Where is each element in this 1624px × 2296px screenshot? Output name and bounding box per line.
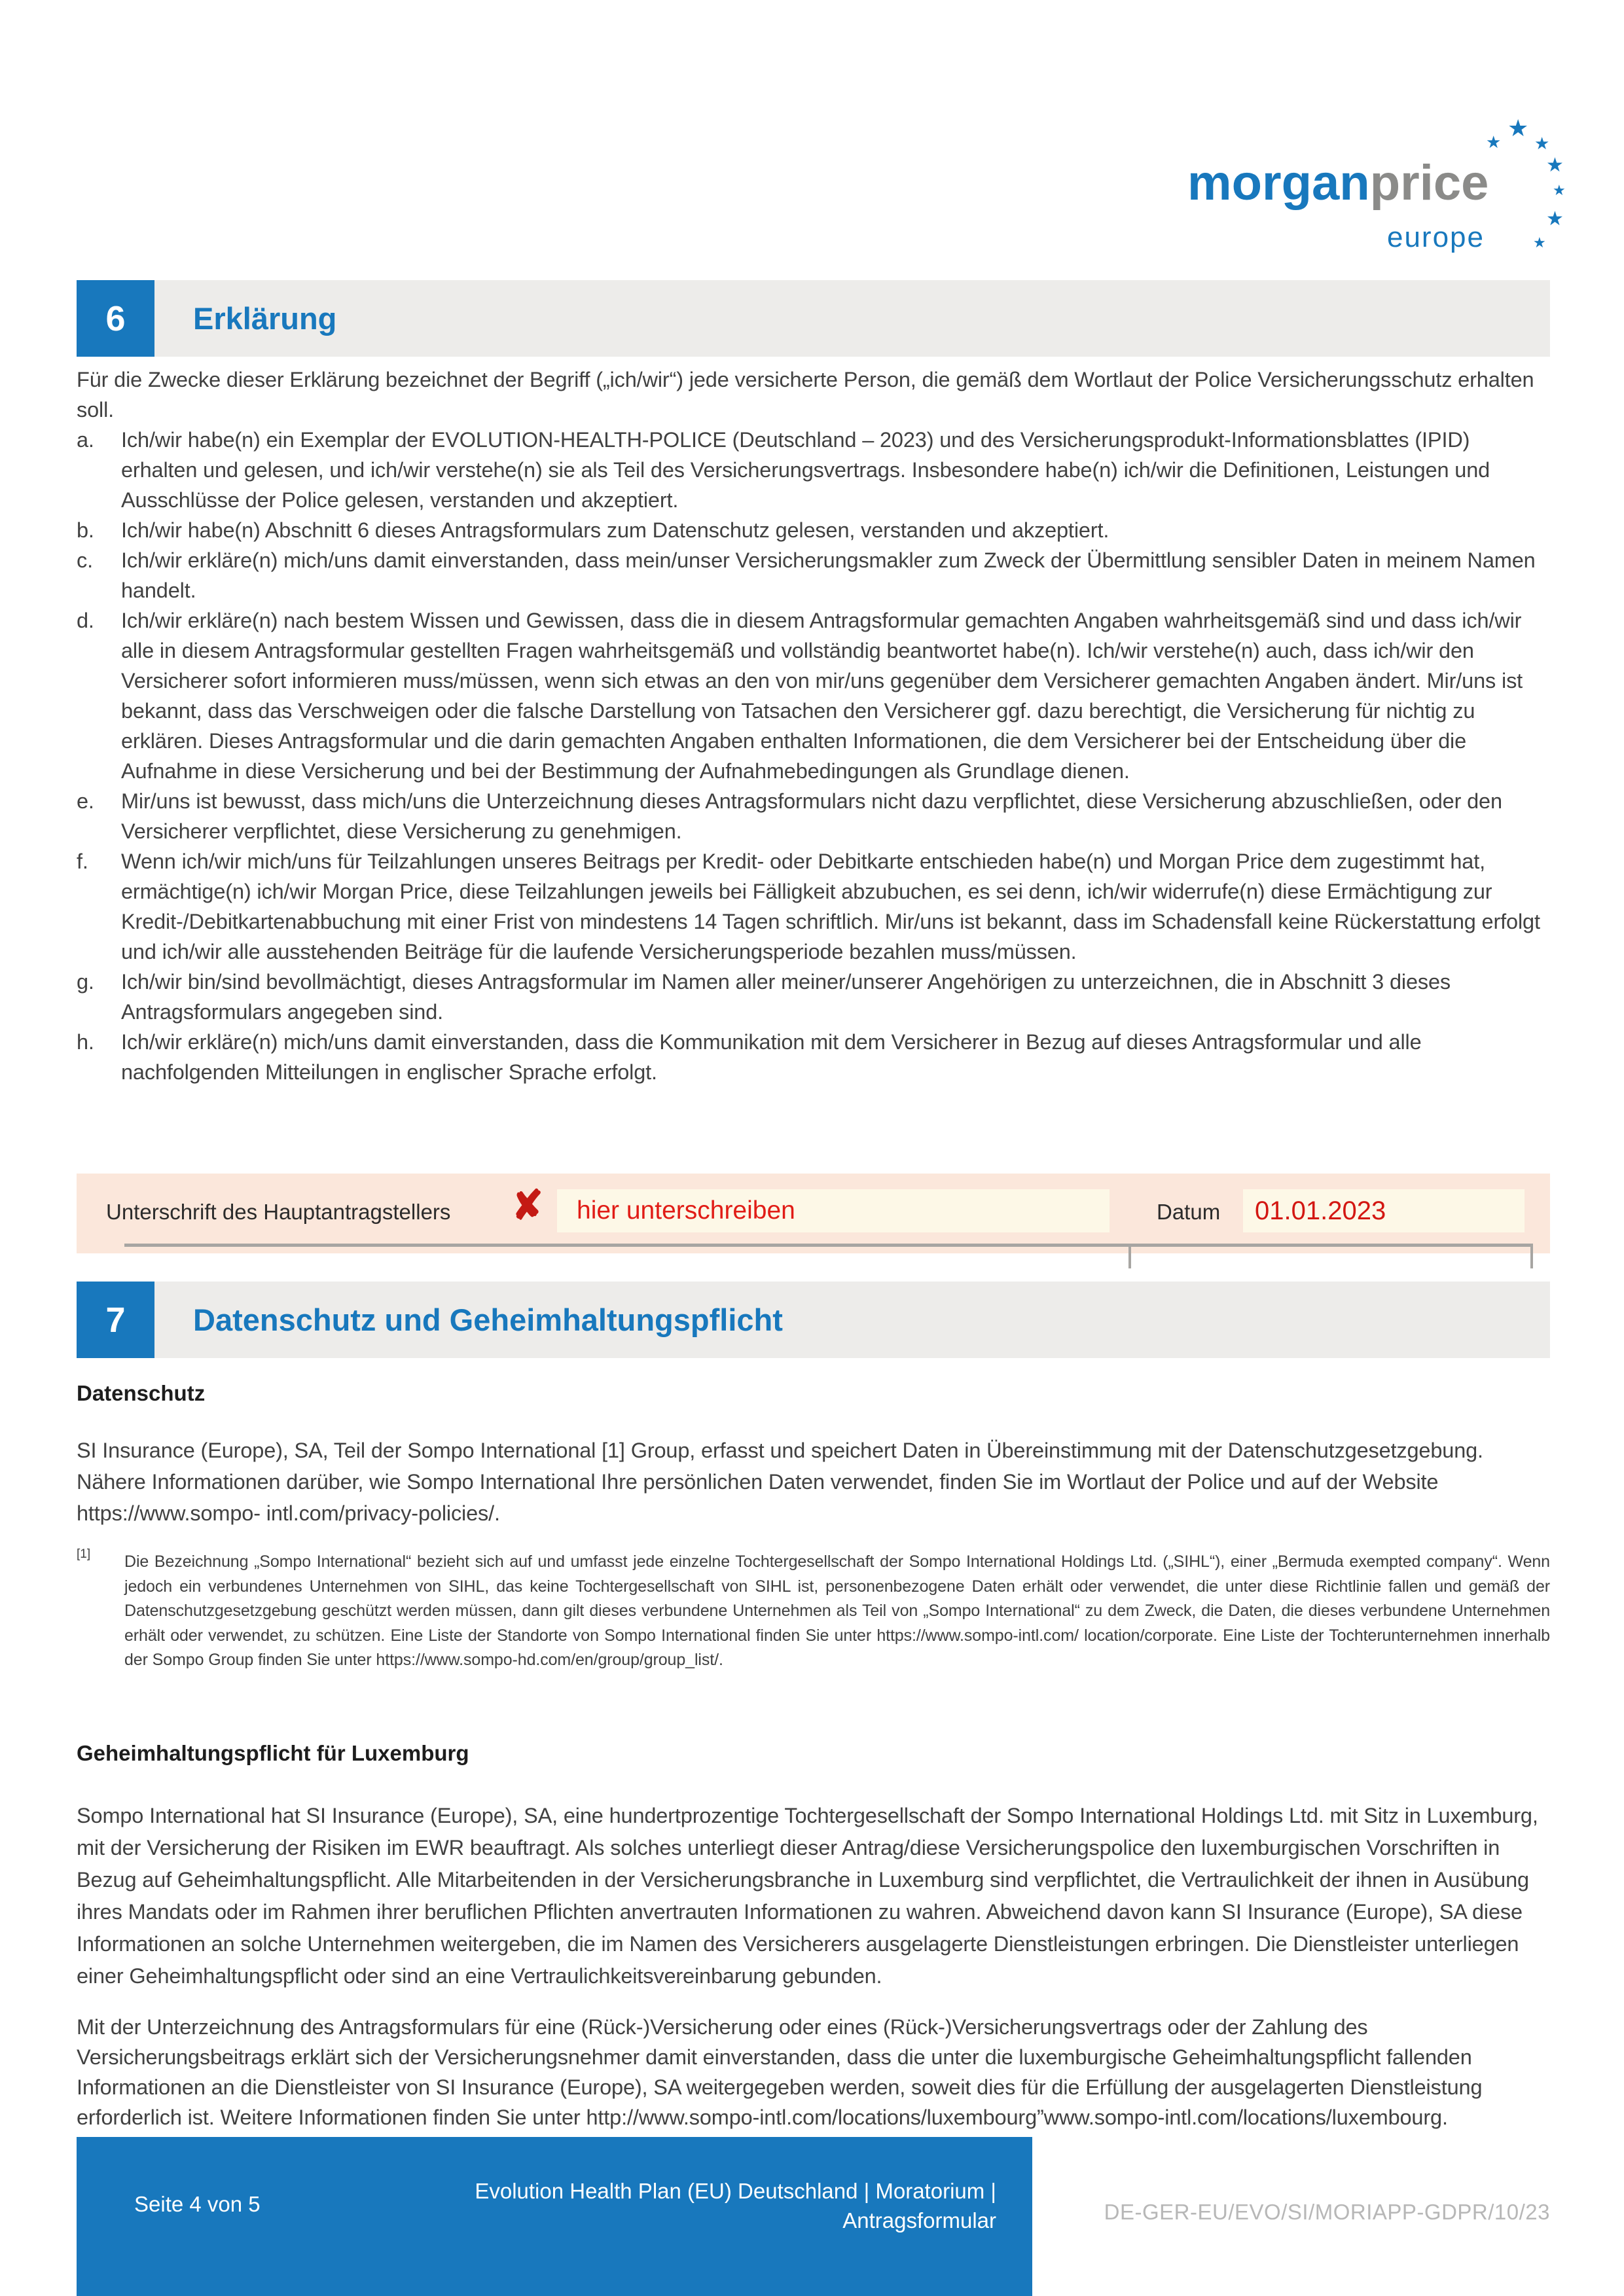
signature-label: Unterschrift des Hauptantragstellers (106, 1200, 451, 1224)
logo-wordmark (1187, 154, 1489, 211)
datenschutz-paragraph: SI Insurance (Europe), SA, Teil der Sompo International [1] Group, erfasst und speichert Daten in Übereinstimmung mit der Datenschutzgesetzgebung. Nähere Informationen darüber, wie Sompo International Ihre persönlichen Daten verwendet, finden Sie im Wortlaut der Police und auf der Website https://www.sompo- intl.com/privacy-policies/. (77, 1439, 1483, 1525)
footnote-marker: [1] (77, 1547, 91, 1561)
sign-here-x-icon: ✘ (509, 1182, 546, 1229)
footer-plan-line2: Antragsformular (842, 2208, 996, 2233)
item-text: Ich/wir erkläre(n) mich/uns damit einverstanden, dass mein/unser Versicherungsmakler zum Zweck der Übermittlung sensibler Daten in meinem Namen handelt. (121, 548, 1536, 602)
declaration-item-e (77, 786, 1550, 846)
declaration-item-f (77, 846, 1550, 967)
eu-star-icon (1533, 236, 1546, 250)
section-6-title: Erklärung (193, 301, 337, 336)
footnote-text: Die Bezeichnung „Sompo International“ bezieht sich auf und umfasst jede einzelne Tochtergesellschaft der Sompo International Holdings Ltd. („SIHL“), einer „Bermuda exempted company“. Wenn jedoch ein verbundenes Unternehmen von SIHL, das keine Tochtergesellschaft von SIHL ist, personenbezogene Daten erhält oder verwendet, die unter diese Richtlinie fallen und gemäß der Datenschutzgesetzgebung geschützt werden müssen, dann gilt dieses verbundene Unternehmen als Teil von „Sompo International“ zu dem Zweck, die Daten, die dieses verbundene Unternehmen erhält oder verwendet, zu schützen. Eine Liste der Standorte von Sompo International finden Sie unter https://www.sompo-intl.com/ location/corporate. Eine Liste der Tochterunternehmen innerhalb der Sompo Group finden Sie unter https://www.sompo-hd.com/en/group/group_list/. (124, 1552, 1550, 1669)
item-letter: c. (77, 548, 93, 572)
signature-input[interactable]: hier unterschreiben (557, 1189, 1110, 1232)
eu-star-icon (1507, 117, 1528, 140)
item-letter: b. (77, 518, 94, 542)
signature-line-tick (1128, 1244, 1131, 1268)
eu-star-icon (1546, 209, 1564, 229)
declaration-item-c (77, 545, 1550, 605)
declaration-item-b (77, 515, 1550, 545)
logo-europe-text: europe (1386, 221, 1485, 253)
footer-blue-band (77, 2137, 1032, 2296)
datenschutz-heading: Datenschutz (77, 1381, 206, 1405)
item-letter: a. (77, 428, 94, 452)
item-text: Ich/wir habe(n) ein Exemplar der EVOLUTION-HEALTH-POLICE (Deutschland – 2023) und des Versicherungsprodukt-Informationsblattes (IPID) erhalten und gelesen, und ich/wir verstehe(n) sie als Teil des Versicherungsvertrags. Insbesondere habe(n) ich/wir die Definitionen, Leistungen und Ausschlüsse der Police gelesen, verstanden und akzeptiert. (121, 428, 1490, 512)
item-letter: e. (77, 789, 94, 813)
date-input[interactable]: 01.01.2023 (1243, 1189, 1525, 1232)
page-number: Seite 4 von 5 (134, 2192, 261, 2216)
declaration-item-g (77, 967, 1550, 1027)
eu-star-icon (1546, 156, 1564, 175)
section-7-number-box: 7 (77, 1282, 154, 1358)
item-letter: g. (77, 970, 94, 994)
item-letter: f. (77, 850, 88, 873)
item-text: Wenn ich/wir mich/uns für Teilzahlungen unseres Beitrags per Kredit- oder Debitkarte entschieden habe(n) und Morgan Price dem zugestimmt hat, ermächtige(n) ich/wir Morgan Price, diese Teilzahlungen jeweils bei Fälligkeit abzubuchen, es sei denn, ich/wir widerrufe(n) diese Ermächtigung zur Kredit-/Debitkartenabbuchung mit einer Frist von mindestens 14 Tagen schriftlich. Mir/uns ist bekannt, dass im Schadensfall keine Rückerstattung erfolgt und ich/wir alle ausstehenden Beiträge für die laufende Versicherungsperiode bezahlen muss/müssen. (121, 850, 1540, 963)
luxembourg-heading: Geheimhaltungspflicht für Luxemburg (77, 1741, 469, 1765)
footer-plan-line1: Evolution Health Plan (EU) Deutschland | Moratorium | (475, 2179, 996, 2203)
section-7-title: Datenschutz und Geheimhaltungspflicht (193, 1302, 783, 1337)
document-code: DE-GER-EU/EVO/SI/MORIAPP-GDPR/10/23 (1104, 2200, 1550, 2224)
section-7-header (77, 1282, 1550, 1358)
section-6-header (77, 280, 1550, 357)
logo-morgan-text: morgan (1187, 155, 1370, 211)
declaration-intro: Für die Zwecke dieser Erklärung bezeichnet der Begriff („ich/wir“) jede versicherte Person, die gemäß dem Wortlaut der Police Versicherungsschutz erhalten soll. (77, 368, 1534, 422)
declaration-item-d (77, 605, 1550, 786)
item-text: Ich/wir bin/sind bevollmächtigt, dieses Antragsformular im Namen aller meiner/unserer Angehörigen zu unterzeichnen, die in Abschnitt 3 dieses Antragsformulars angegeben sind. (121, 970, 1451, 1024)
luxembourg-paragraph-1: Sompo International hat SI Insurance (Europe), SA, eine hundertprozentige Tochtergesellschaft der Sompo International Holdings Ltd. mit Sitz in Luxemburg, mit der Versicherung der Risiken im EWR beauftragt. Als solches unterliegt dieser Antrag/diese Versicherungspolice den luxemburgischen Vorschriften in Bezug auf Geheimhaltungspflicht. Alle Mitarbeitenden in der Versicherungsbranche in Luxemburg sind verpflichtet, die Vertraulichkeit der ihnen in Ausübung ihres Mandats oder im Rahmen ihrer beruflichen Pflichten anvertrauten Informationen zu wahren. Abweichend davon kann SI Insurance (Europe), SA diese Informationen an solche Unternehmen weitergeben, die im Namen des Versicherers ausgelagerte Dienstleistungen erbringen. Die Dienstleister unterliegen einer Geheimhaltungspflicht oder sind an eine Vertraulichkeitsvereinbarung gebunden. (77, 1804, 1538, 1988)
eu-star-icon (1534, 135, 1549, 152)
declaration-item-h (77, 1027, 1550, 1087)
item-letter: h. (77, 1030, 94, 1054)
signature-strip (77, 1174, 1550, 1253)
item-text: Ich/wir erkläre(n) mich/uns damit einverstanden, dass die Kommunikation mit dem Versicherer in Bezug auf dieses Antragsformular und alle nachfolgenden Mitteilungen in englischer Sprache erfolgt. (121, 1030, 1422, 1084)
item-text: Ich/wir erkläre(n) nach bestem Wissen und Gewissen, dass die in diesem Antragsformular gemachten Angaben wahrheitsgemäß sind und dass ich/wir alle in diesem Antragsformular gestellten Fragen wahrheitsgemäß und vollständig beantwortet habe(n). Ich/wir verstehe(n) auch, dass ich/wir den Versicherer sofort informieren muss/müssen, wenn sich etwas an den von mir/uns gegenüber dem Versicherer gemachten Angaben ändert. Mir/uns ist bekannt, dass das Verschweigen oder die falsche Darstellung von Tatsachen den Versicherer ggf. dazu berechtigt, die Versicherung für nichtig zu erklären. Dieses Antragsformular und die darin gemachten Angaben enthalten Informationen, die dem Versicherer bei der Entscheidung über die Aufnahme in diese Versicherung und bei der Bestimmung der Aufnahmebedingungen als Grundlage dienen. (121, 609, 1523, 783)
item-text: Ich/wir habe(n) Abschnitt 6 dieses Antragsformulars zum Datenschutz gelesen, verstanden und akzeptiert. (121, 518, 1110, 542)
item-text: Mir/uns ist bewusst, dass mich/uns die Unterzeichnung dieses Antragsformulars nicht dazu verpflichtet, diese Versicherung abzuschließen, oder den Versicherer verpflichtet, diese Versicherung zu genehmigen. (121, 789, 1502, 843)
footer-plan-title (407, 2176, 996, 2235)
date-label: Datum (1157, 1200, 1221, 1224)
signature-line-tick (1530, 1244, 1533, 1268)
signature-underline (124, 1244, 1533, 1247)
page-footer (0, 2137, 1624, 2296)
section-6-number-box: 6 (77, 280, 154, 357)
section-6-header-bar (154, 280, 1550, 357)
declaration-body (77, 365, 1550, 1087)
luxembourg-paragraph-2: Mit der Unterzeichnung des Antragsformulars für eine (Rück-)Versicherung oder eines (Rück-)Versicherungsvertrags oder der Zahlung des Versicherungsbeitrags erklärt sich der Versicherungsnehmer damit einverstanden, dass die unter die luxemburgische Geheimhaltungspflicht fallenden Informationen an die Dienstleister von SI Insurance (Europe), SA weitergegeben werden, soweit dies für die Erfüllung der ausgelagerten Dienstleistung erforderlich ist. Weitere Informationen finden Sie unter http://www.sompo-intl.com/locations/luxembourg”www.sompo-intl.com/locations/luxembourg. (77, 2015, 1483, 2129)
morgan-price-logo (1178, 92, 1564, 255)
item-letter: d. (77, 609, 94, 632)
footnote (77, 1547, 1550, 1673)
eu-star-icon (1486, 134, 1501, 151)
logo-price-text: price (1369, 155, 1489, 211)
eu-star-icon (1553, 183, 1566, 198)
declaration-item-a (77, 425, 1550, 515)
